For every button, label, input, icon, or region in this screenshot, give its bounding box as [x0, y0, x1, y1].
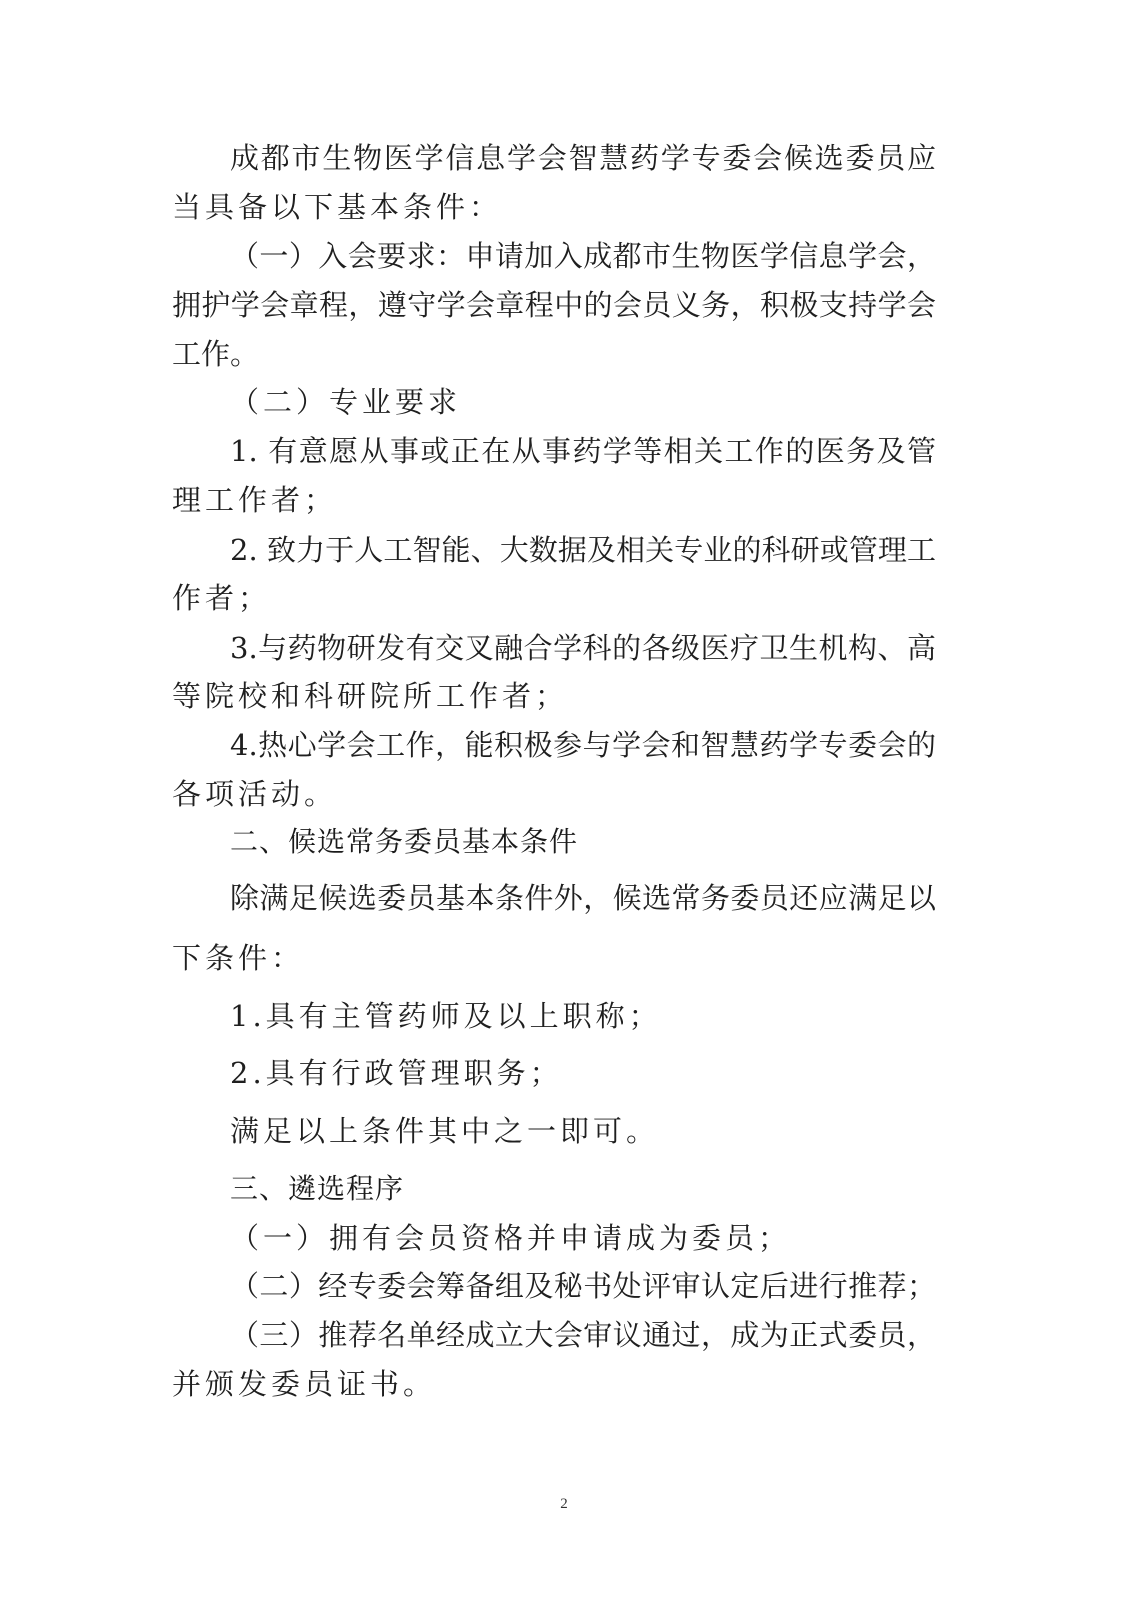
paragraph-line: 除满足候选委员基本条件外，候选常务委员还应满足以: [230, 881, 936, 915]
list-item-line: 作者；: [172, 581, 272, 615]
section-heading: 二、候选常务委员基本条件: [230, 825, 579, 858]
list-item-line: 4.热心学会工作，能积极参与学会和智慧药学专委会的: [230, 728, 936, 762]
list-item-line: （一）拥有会员资格并申请成为委员；: [230, 1221, 792, 1255]
list-item-line: （二）经专委会筹备组及秘书处评审认定后进行推荐；: [230, 1269, 936, 1303]
list-item-line: （三）推荐名单经成立大会审议通过，成为正式委员，: [230, 1318, 936, 1352]
list-item-line: 等院校和科研院所工作者；: [172, 679, 569, 713]
list-item-line: 1.具有主管药师及以上职称；: [230, 999, 662, 1033]
list-item-line: 理工作者；: [172, 483, 338, 517]
list-item-line: 并颁发委员证书。: [172, 1367, 437, 1401]
section-heading: 三、遴选程序: [230, 1172, 405, 1205]
list-item-line: 各项活动。: [172, 777, 338, 811]
paragraph-line: 工作。: [172, 337, 260, 371]
paragraph-line: 当具备以下基本条件：: [172, 190, 503, 224]
subheading: （二）专业要求: [230, 385, 462, 419]
paragraph-line: 拥护学会章程，遵守学会章程中的会员义务，积极支持学会: [172, 288, 936, 322]
page-number: 2: [560, 1496, 568, 1512]
list-item-line: 3.与药物研发有交叉融合学科的各级医疗卫生机构、高: [230, 631, 936, 665]
list-item-line: 1. 有意愿从事或正在从事药学等相关工作的医务及管: [230, 434, 936, 468]
list-item-line: 2.具有行政管理职务；: [230, 1056, 563, 1090]
paragraph-line: 成都市生物医学信息学会智慧药学专委会候选委员应: [230, 141, 936, 175]
paragraph-line: 下条件：: [172, 941, 305, 975]
list-item-line: 2. 致力于人工智能、大数据及相关专业的科研或管理工: [230, 533, 936, 567]
paragraph-line: 满足以上条件其中之一即可。: [230, 1114, 660, 1148]
paragraph-line: （一）入会要求：申请加入成都市生物医学信息学会，: [230, 239, 936, 273]
